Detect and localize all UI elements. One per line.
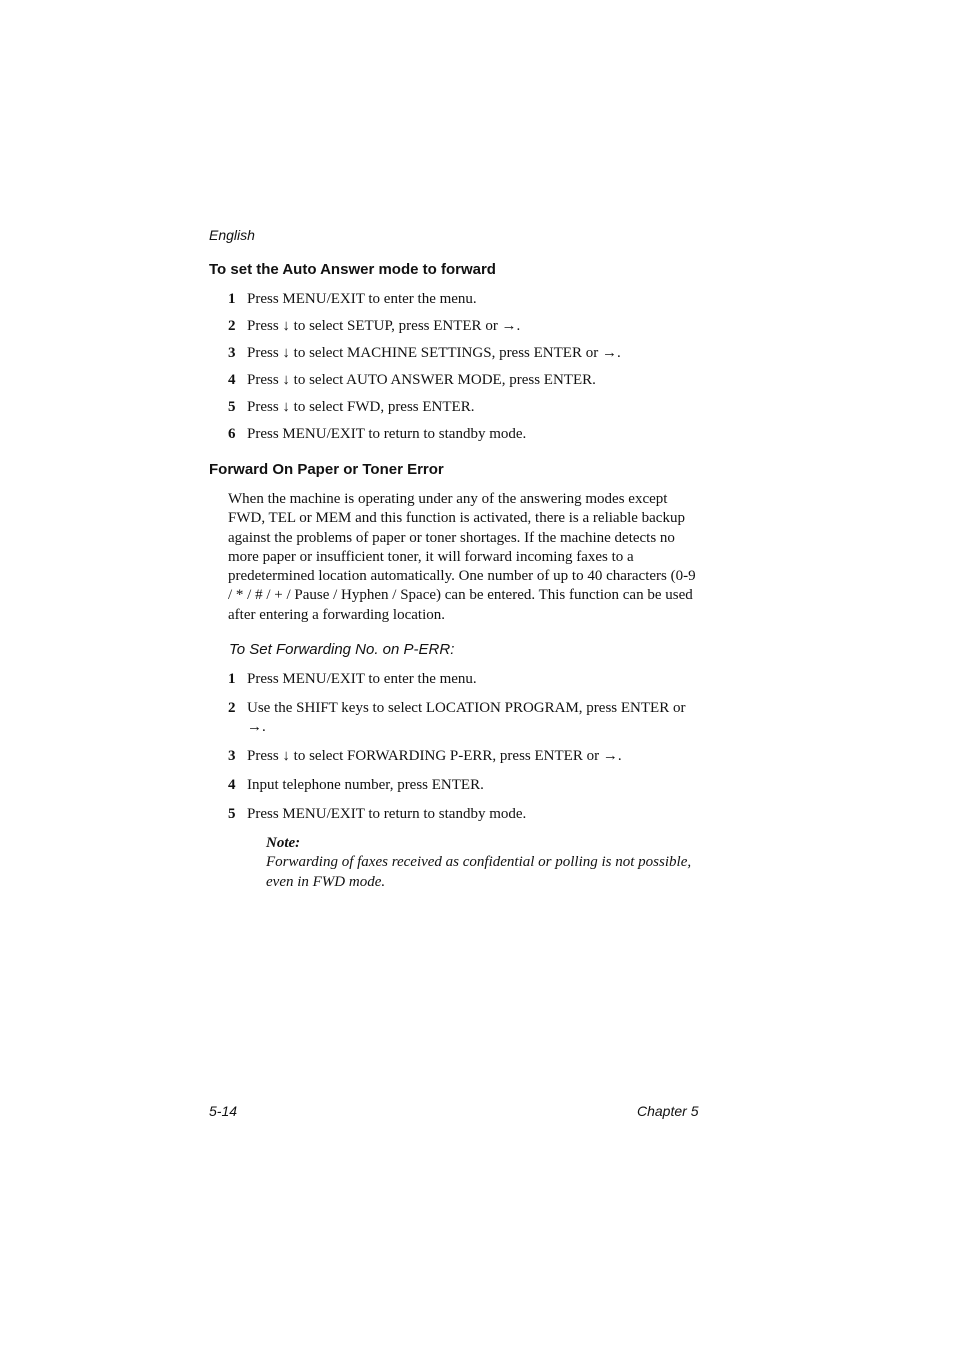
- note-text: Forwarding of faxes received as confidential or polling is not possible, even in FWD mode.: [266, 854, 692, 890]
- section-heading-forward-error: Forward On Paper or Toner Error: [209, 461, 444, 478]
- page-number: 5-14: [209, 1103, 238, 1119]
- step-text: Press ↓ to select SETUP, press ENTER or →.: [247, 318, 521, 334]
- step-text: Use the SHIFT keys to select LOCATION PROGRAM, press ENTER or →.: [247, 700, 686, 735]
- note-title: Note:: [266, 835, 301, 851]
- step-number: 1: [228, 291, 236, 307]
- step-number: 4: [228, 777, 236, 793]
- list-item: [228, 776, 703, 795]
- header-language: English: [209, 227, 255, 243]
- list-item: [228, 290, 703, 309]
- chapter-label: Chapter 5: [637, 1103, 699, 1119]
- step-number: 3: [228, 345, 236, 361]
- section-heading-auto-answer: To set the Auto Answer mode to forward: [209, 261, 496, 278]
- list-item: [228, 699, 703, 737]
- step-number: 2: [228, 318, 236, 334]
- step-text: Press ↓ to select MACHINE SETTINGS, press ENTER or →.: [247, 345, 621, 361]
- section-paragraph: When the machine is operating under any of the answering modes except FWD, TEL or MEM and this function is activated, there is a reliable backup against the problems of paper or toner shortages. If the machine detects no more paper or insufficient toner, it will forward incoming faxes to a predetermined location automatically. One number of up to 40 characters (0-9 / * / # / + / Pause / Hyphen / Space) can be entered. This function can be used after entering a forwarding location.: [228, 491, 696, 623]
- step-number: 1: [228, 671, 236, 687]
- step-text: Press ↓ to select FORWARDING P-ERR, press ENTER or →.: [247, 748, 622, 764]
- step-text: Input telephone number, press ENTER.: [247, 777, 484, 793]
- step-number: 5: [228, 806, 236, 822]
- step-number: 3: [228, 748, 236, 764]
- list-item: [228, 371, 703, 390]
- list-item: [228, 425, 703, 444]
- step-number: 4: [228, 372, 236, 388]
- step-text: Press ↓ to select FWD, press ENTER.: [247, 399, 475, 415]
- step-number: 6: [228, 426, 236, 442]
- step-text: Press MENU/EXIT to return to standby mode.: [247, 806, 527, 822]
- list-item: [228, 805, 703, 824]
- step-text: Press MENU/EXIT to enter the menu.: [247, 671, 477, 687]
- step-text: Press MENU/EXIT to return to standby mode.: [247, 426, 527, 442]
- step-text: Press MENU/EXIT to enter the menu.: [247, 291, 477, 307]
- list-item: [228, 670, 703, 689]
- list-item: [228, 317, 703, 336]
- steps-list-forwarding: [228, 670, 703, 834]
- list-item: [228, 344, 703, 363]
- list-item: [228, 747, 703, 766]
- subheading-forwarding-no: To Set Forwarding No. on P-ERR:: [229, 641, 455, 658]
- step-number: 2: [228, 700, 236, 716]
- note-block: [266, 834, 706, 892]
- list-item: [228, 398, 703, 417]
- steps-list-auto-answer: [228, 290, 703, 452]
- step-number: 5: [228, 399, 236, 415]
- step-text: Press ↓ to select AUTO ANSWER MODE, press ENTER.: [247, 372, 596, 388]
